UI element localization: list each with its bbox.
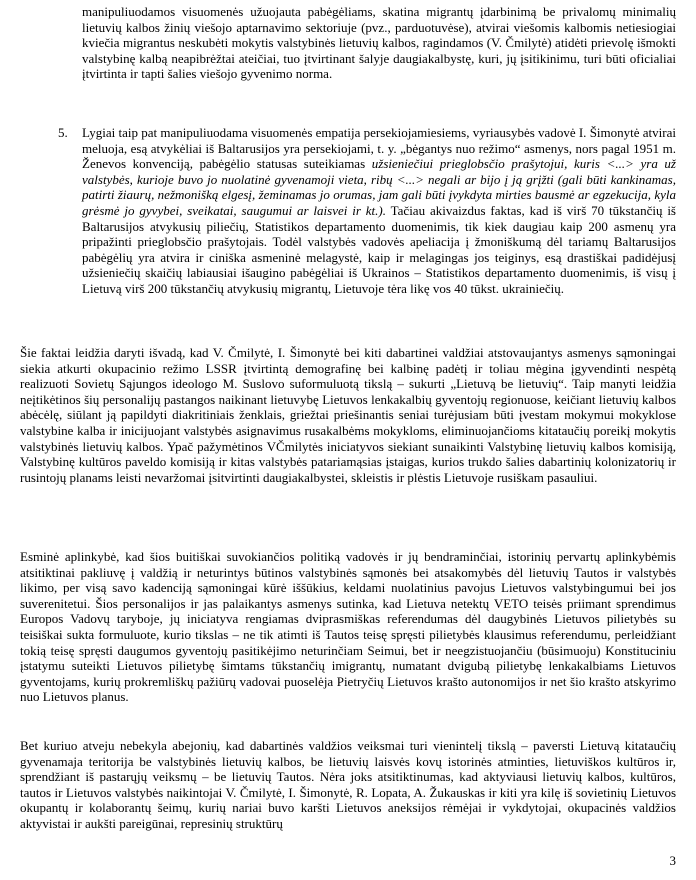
list-item-continuation: manipuliuodamos visuomenės užuojauta pabėgėliams, skatina migrantų įdarbinimą be privalomų minimalių lietuvių kalbos žinių viešojo aptarnavimo sektoriuje (pvz., parduotuvėse), atvirai viešomis kalbomis netiesiogiai kviečia migrantus neskubėti mokytis valstybinės lietuvių kalbos, ragindamos (V. Čmilytė) atidėti prievolę išmokti valstybinę kalbą neapibrėžtai ateičiai, tuo įtvirtinant šalyje daugiakalbystę, kuri, jų įsitikinimu, turi būti oficialiai įtvirtinta ir tapti šalies viešojo gyvenimo norma.: [82, 4, 676, 82]
convention-quote: užsieniečiui prieglobsčio prašytojui, kuris <...> yra už valstybės, kurioje buvo jo nuolatinė gyvenamoji vieta, ribų <...> negali ar bijo į ją grįžti (gali būti kankinamas, patirti žiaurų, nežmonišką elgesį, žeminamas jo orumas, jam gali būti įvykdyta mirties bausmė ar egzekucija, kyla grėsmė jo gyvybei, sveikatai, saugumui ar laisvei ir kt.).: [82, 156, 676, 218]
page-number: 3: [669, 853, 676, 868]
paragraph-circumstance: Esminė aplinkybė, kad šios buitiškai suvokiančios politiką vadovės ir jų bendraminčiai, istorinių pervartų aplinkybėmis atsitiktinai pakliuvę į valdžią ir neturintys būtinos valstybinės sąmonės bei atsakomybės dėl lietuvių Tautos ir valstybės likimo, per visą savo kadenciją sąmoningai kūrė iššūkius, keldami nuolatinius pavojus Lietuvos valstybingumui bei jos suverenitetui. Šios personalijos ir jas palaikantys asmenys sutinka, kad Lietuva netektų VETO teisės priimant sprendimus Europos Vadovų taryboje, jų iniciatyva rengiamas dviprasmiškas referendumas dėl daugybinės Lietuvos pilietybės su teisiškai sukta formuluote, kurio tikslas – ne tik atimti iš Tautos teisę spręsti pilietybės klausimus referendumu, perleidžiant tokią teisę spręsti daugumos gyventojų pasitikėjimo neturinčiam Seimui, bet ir neegzistuojančiu (būsimuoju) Konstituciniu įstatymu suteikti Lietuvos pilietybę šimtams tūkstančių imigrantų, numatant dvigubą pilietybę lenkakalbiams Lietuvos gyventojams, kurių prokremliškų pažiūrų vadovai puoselėja Pietryčių Lietuvos krašto autonomijos ir net šio krašto atskyrimo nuo Lietuvos planus.: [20, 549, 676, 705]
paragraph-final: Bet kuriuo atveju nebekyla abejonių, kad dabartinės valdžios veiksmai turi vienintelį tikslą – paversti Lietuvą kitataučių gyvenamaja teritorija be valstybinės lietuvių kalbos, be lietuvių laisvės kovų istorinės atminties, lietuviškos kultūros ir, sprendžiant iš pastarųjų veiksmų – be lietuvių Tautos. Nėra joks atsitiktinumas, kad aktyviausi lietuvių kalbos, kultūros, tautos ir Lietuvos valstybės naikintojai V. Čmilytė, I. Šimonytė, R. Lopata, A. Žukauskas ir kiti yra kilę iš sovietinių Lietuvos okupantų ir kolaborantų šeimų, kurių nariai buvo karšti Lietuvos aneksijos rėmėjai ir vykdytojai, okupacinės valdžios aktyvistai ir aukšti pareigūnai, represinių struktūrų: [20, 738, 676, 831]
list-item-5-text: [82, 125, 676, 297]
paragraph-conclusion: Šie faktai leidžia daryti išvadą, kad V. Čmilytė, I. Šimonytė bei kiti dabartinei valdžiai atstovaujantys asmenys sąmoningai siekia atkurti okupacinio režimo LSSR įtvirtintą demografinę bei kalbinę padėtį ir toliau mėgina įgyvendinti nespėtą realizuoti Sovietų Sąjungos ideologo M. Suslovo suformuluotą tikslą – sukurti „Lietuvą be lietuvių“. Taip manyti leidžia neįtikėtinos šių personalijų pastangos naikinant lietuvybę Lietuvos lenkakalbių gyventojų regionuose, keičiant lietuvių kalbos abėcėlę, siūlant ją papildyti diakritiniais ženklais, griežtai priešinantis seniai turėjusiam būti įvestam mokymui mokyklose valstybine kalba ir inicijuojant valstybės asignavimus rusakalbėms mokykloms, eliminuojančioms kitataučių poreikį mokytis valstybinės lietuvių kalbos. Ypač pažymėtinos VČmilytės iniciatyvos siekiant sunaikinti Valstybinę lietuvių kalbos komisiją, Valstybinę kultūros paveldo komisiją ir kitas valstybės patariamąsias įstaigas, kurios trukdo šalies dabartinių kolonizatorių ir rusintojų planams leisti nevaržomai įsitvirtinti daugiakalbystei, skleistis ir plėstis Lietuvoje rusiškam pasauliui.: [20, 345, 676, 485]
list-item-5-part1: Lygiai taip pat manipuliuodama visuomenės empatija persekiojamiesiems, vyriausybės vadovė I. Šimonytė atvirai meluoja, esą atvykėliai iš Baltarusijos yra persekiojami, t. y. „bėgantys nuo režimo“ asmenys, nors pagal 1951 m. Ženevos konvenciją, pabėgėlio statusas suteikiamas: [82, 125, 676, 172]
list-item-5-part2: Tačiau akivaizdus faktas, kad iš virš 70 tūkstančių iš Baltarusijos atvykusių piliečių, Statistikos departamento duomenimis, tik kiek daugiau kaip 200 asmenų yra pripažinti prieglobsčio prašytojais. Todėl valstybės vadovės apeliacija į žmoniškumą dėl tariamų Baltarusijos pabėgėlių yra atvira ir ciniška asmeninė melagystė, kaip ir melagingas jos teiginys, esą drastiškai padidėjusį užsieniečių skaičių labiausiai išaugino pabėgėliai iš Ukrainos – Statistikos departamento duomenimis, iš visų į Lietuvą virš 200 tūkstančių atvykusių migrantų, Lietuvoje tėra likę vos 40 tūkst. ukrainiečių.: [82, 202, 676, 296]
list-item-number: 5.: [58, 125, 68, 140]
